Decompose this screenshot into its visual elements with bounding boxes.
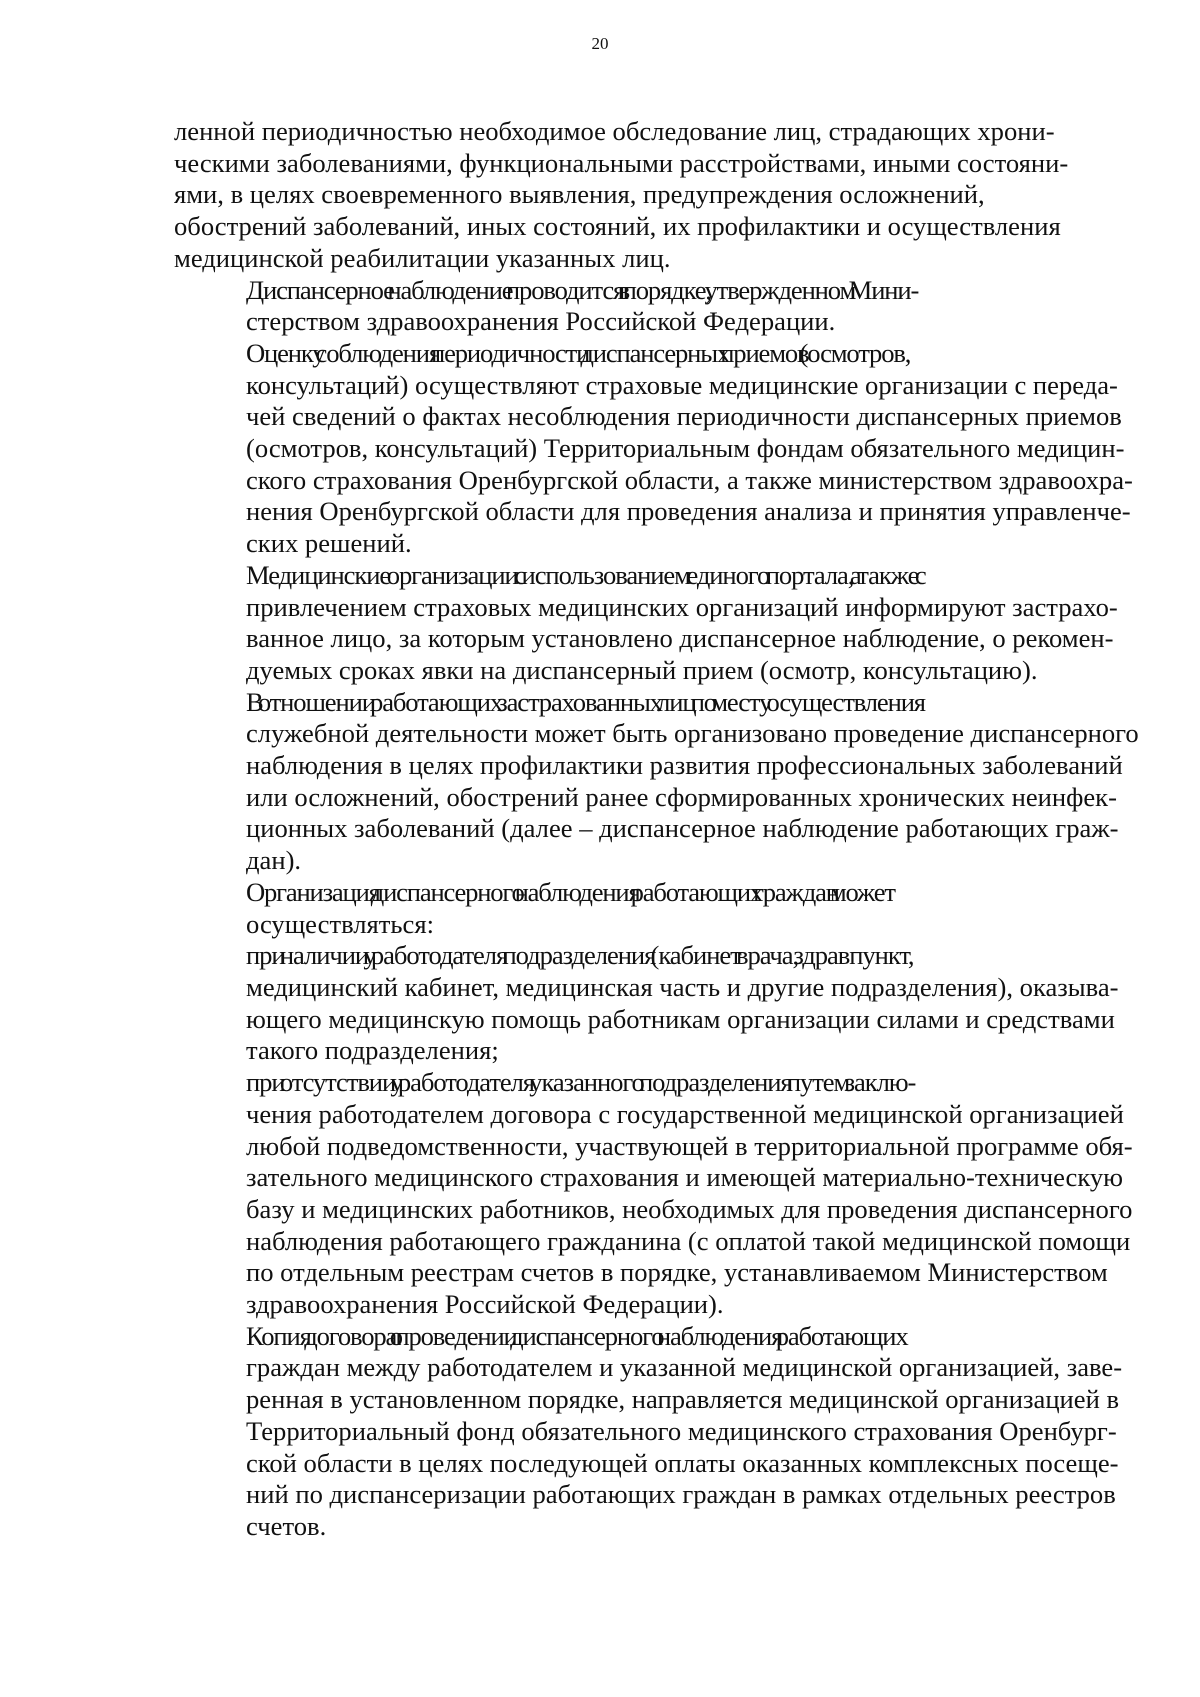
text-line: Территориальный фонд обязательного медицинского страхования Оренбург- [246,1415,1117,1446]
text-line: чения работодателем договора с государственной медицинской организацией [246,1098,1124,1129]
text-line: нения Оренбургской области для проведения анализа и принятия управленче- [246,496,1131,527]
text-line: медицинский кабинет, медицинская часть и другие подразделения), оказыва- [246,971,1119,1002]
text-line: дуемых сроках явки на диспансерный прием (осмотр, консультацию). [246,654,1038,685]
paragraph [174,275,1118,338]
paragraph [174,686,1139,877]
text-line: чей сведений о фактах несоблюдения периодичности диспансерных приемов [246,401,1122,432]
text-line: здравоохранения Российской Федерации). [246,1289,724,1320]
text-line: граждан между работодателем и указанной медицинской организацией, заве- [246,1352,1123,1383]
text-line: осуществляться: [246,908,434,939]
text-line: или осложнений, обострений ранее сформированных хронических неинфек- [246,781,1117,812]
text-line: такого подразделения; [246,1035,499,1066]
text-line: базу и медицинских работников, необходимых для проведения диспансерного [246,1193,1133,1224]
text-line: ской области в целях последующей оплаты оказанных комплексных посеще- [246,1447,1119,1478]
text-line: стерством здравоохранения Российской Федерации. [246,306,836,337]
text-line: ванное лицо, за которым установлено диспансерное наблюдение, о рекомен- [246,623,1114,654]
text-line: ских решений. [246,528,412,559]
paragraph [174,560,1118,687]
text-line: Оценку соблюдения периодичности диспансерных приемов (осмотров, [246,337,911,368]
text-line: медицинской реабилитации указанных лиц. [174,242,671,273]
text-line: любой подведомственности, участвующей в территориальной программе обя- [246,1130,1133,1161]
paragraph [174,940,1118,1067]
text-line: ями, в целях своевременного выявления, предупреждения осложнений, [174,179,985,210]
document-body [174,116,1139,1543]
text-line: ского страхования Оренбургской области, а также министерством здравоохра- [246,464,1133,495]
text-line: Медицинские организации с использованием единого портала, а также с [246,559,926,590]
text-line: наблюдения в целях профилактики развития профессиональных заболеваний [246,750,1123,781]
text-line: ренная в установленном порядке, направляется медицинской организацией в [246,1384,1120,1415]
paragraph [174,1320,1123,1543]
text-line: консультаций) осуществляют страховые медицинские организации с переда- [246,369,1118,400]
text-line: обострений заболеваний, иных состояний, их профилактики и осуществления [174,211,1061,242]
text-line: счетов. [246,1510,327,1541]
text-line: наблюдения работающего гражданина (с оплатой такой медицинской помощи [246,1225,1131,1256]
text-line: зательного медицинского страхования и имеющей материально-техническую [246,1162,1124,1193]
text-line: ний по диспансеризации работающих граждан в рамках отдельных реестров [246,1479,1116,1510]
paragraph [174,116,1118,275]
text-line: ческими заболеваниями, функциональными расстройствами, иными состояни- [174,147,1069,178]
text-line: В отношении работающих застрахованных лиц по месту осуществления [246,686,925,717]
text-line: при отсутствии у работодателя указанного подразделения путем заклю- [246,1067,916,1098]
page-number: 20 [591,34,609,53]
text-line: ленной периодичностью необходимое обследование лиц, страдающих хрони- [174,116,1055,146]
text-line: (осмотров, консультаций) Территориальным фондам обязательного медицин- [246,433,1125,464]
paragraph [174,337,1133,560]
text-line: Копия договора о проведении диспансерного наблюдения работающих [246,1320,908,1351]
text-line: служебной деятельности может быть организовано проведение диспансерного [246,718,1139,749]
paragraph [174,877,1118,940]
paragraph [174,1067,1133,1321]
text-line: дан). [246,845,302,876]
text-line: привлечением страховых медицинских организаций информируют застрахо- [246,591,1118,622]
text-line: при наличии у работодателя подразделения (кабинет врача, здравпункт, [246,940,914,971]
text-line: ционных заболеваний (далее – диспансерное наблюдение работающих граж- [246,813,1119,844]
text-line: Диспансерное наблюдение проводится в порядке, утвержденном Мини- [246,274,919,305]
text-line: Организация диспансерного наблюдения работающих граждан может [246,876,895,907]
text-line: ющего медицинскую помощь работникам организации силами и средствами [246,1003,1115,1034]
text-line: по отдельным реестрам счетов в порядке, устанавливаемом Министерством [246,1257,1108,1288]
